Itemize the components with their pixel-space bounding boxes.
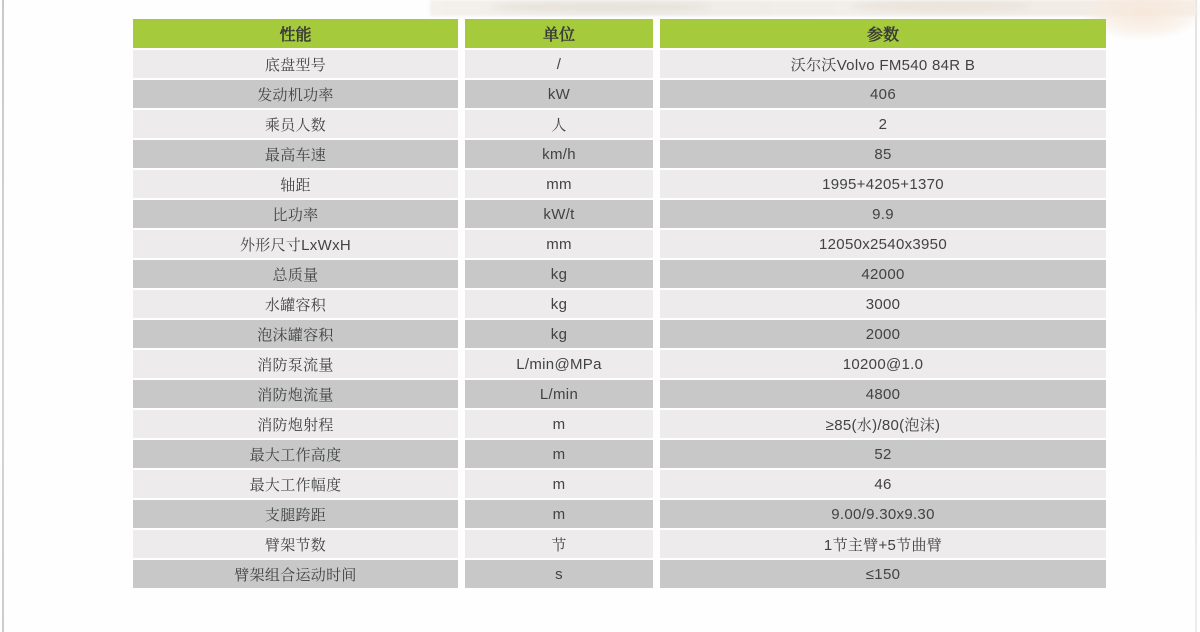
- table-row: [133, 230, 1106, 258]
- spec-value-cell: 46: [660, 470, 1106, 498]
- spec-name-cell: 消防炮射程: [133, 410, 458, 438]
- page-left-border: [2, 0, 4, 632]
- spec-value-cell: ≤150: [660, 560, 1106, 588]
- spec-name-cell: 支腿跨距: [133, 500, 458, 528]
- page-right-border: [1195, 0, 1197, 632]
- spec-value-cell: 沃尔沃Volvo FM540 84R B: [660, 50, 1106, 78]
- header-parameter: 参数: [660, 19, 1106, 48]
- spec-name-cell: 底盘型号: [133, 50, 458, 78]
- photo-blur-blob: [490, 2, 710, 12]
- spec-value-cell: 3000: [660, 290, 1106, 318]
- spec-name-cell: 臂架组合运动时间: [133, 560, 458, 588]
- spec-name-cell: 轴距: [133, 170, 458, 198]
- spec-name-cell: 臂架节数: [133, 530, 458, 558]
- spec-unit-cell: m: [465, 440, 653, 468]
- table-row: [133, 80, 1106, 108]
- spec-name-cell: 发动机功率: [133, 80, 458, 108]
- spec-unit-cell: /: [465, 50, 653, 78]
- spec-value-cell: 406: [660, 80, 1106, 108]
- spec-unit-cell: km/h: [465, 140, 653, 168]
- spec-value-cell: 85: [660, 140, 1106, 168]
- spec-unit-cell: kg: [465, 290, 653, 318]
- spec-value-cell: 1995+4205+1370: [660, 170, 1106, 198]
- table-row: [133, 50, 1106, 78]
- spec-table: [133, 19, 1106, 590]
- table-row: [133, 110, 1106, 138]
- spec-unit-cell: m: [465, 470, 653, 498]
- spec-unit-cell: mm: [465, 170, 653, 198]
- table-row: [133, 500, 1106, 528]
- table-row: [133, 260, 1106, 288]
- table-row: [133, 410, 1106, 438]
- spec-unit-cell: L/min: [465, 380, 653, 408]
- spec-name-cell: 最高车速: [133, 140, 458, 168]
- spec-name-cell: 总质量: [133, 260, 458, 288]
- spec-unit-cell: m: [465, 500, 653, 528]
- table-row: [133, 140, 1106, 168]
- spec-unit-cell: s: [465, 560, 653, 588]
- spec-unit-cell: 节: [465, 530, 653, 558]
- spec-name-cell: 最大工作幅度: [133, 470, 458, 498]
- header-unit: 单位: [465, 19, 653, 48]
- spec-value-cell: 42000: [660, 260, 1106, 288]
- header-performance: 性能: [133, 19, 458, 48]
- table-row: [133, 530, 1106, 558]
- spec-value-cell: 2: [660, 110, 1106, 138]
- spec-name-cell: 外形尺寸LxWxH: [133, 230, 458, 258]
- spec-name-cell: 消防泵流量: [133, 350, 458, 378]
- spec-value-cell: 10200@1.0: [660, 350, 1106, 378]
- table-row: [133, 380, 1106, 408]
- spec-name-cell: 最大工作高度: [133, 440, 458, 468]
- table-row: [133, 470, 1106, 498]
- photo-blur-blob: [850, 0, 1030, 12]
- spec-name-cell: 比功率: [133, 200, 458, 228]
- spec-unit-cell: mm: [465, 230, 653, 258]
- spec-unit-cell: 人: [465, 110, 653, 138]
- spec-value-cell: 52: [660, 440, 1106, 468]
- table-row: [133, 200, 1106, 228]
- spec-unit-cell: m: [465, 410, 653, 438]
- table-header-row: [133, 19, 1106, 48]
- spec-value-cell: 2000: [660, 320, 1106, 348]
- spec-unit-cell: kg: [465, 260, 653, 288]
- spec-name-cell: 乘员人数: [133, 110, 458, 138]
- table-row: [133, 350, 1106, 378]
- spec-value-cell: 12050x2540x3950: [660, 230, 1106, 258]
- spec-value-cell: 1节主臂+5节曲臂: [660, 530, 1106, 558]
- cropped-photo-remnant: [430, 0, 1196, 16]
- spec-value-cell: ≥85(水)/80(泡沫): [660, 410, 1106, 438]
- spec-unit-cell: kg: [465, 320, 653, 348]
- table-row: [133, 560, 1106, 588]
- table-row: [133, 320, 1106, 348]
- table-row: [133, 170, 1106, 198]
- table-row: [133, 290, 1106, 318]
- spec-value-cell: 9.00/9.30x9.30: [660, 500, 1106, 528]
- spec-unit-cell: kW: [465, 80, 653, 108]
- spec-unit-cell: kW/t: [465, 200, 653, 228]
- table-row: [133, 440, 1106, 468]
- spec-name-cell: 泡沫罐容积: [133, 320, 458, 348]
- spec-name-cell: 消防炮流量: [133, 380, 458, 408]
- spec-name-cell: 水罐容积: [133, 290, 458, 318]
- spec-value-cell: 4800: [660, 380, 1106, 408]
- spec-unit-cell: L/min@MPa: [465, 350, 653, 378]
- spec-value-cell: 9.9: [660, 200, 1106, 228]
